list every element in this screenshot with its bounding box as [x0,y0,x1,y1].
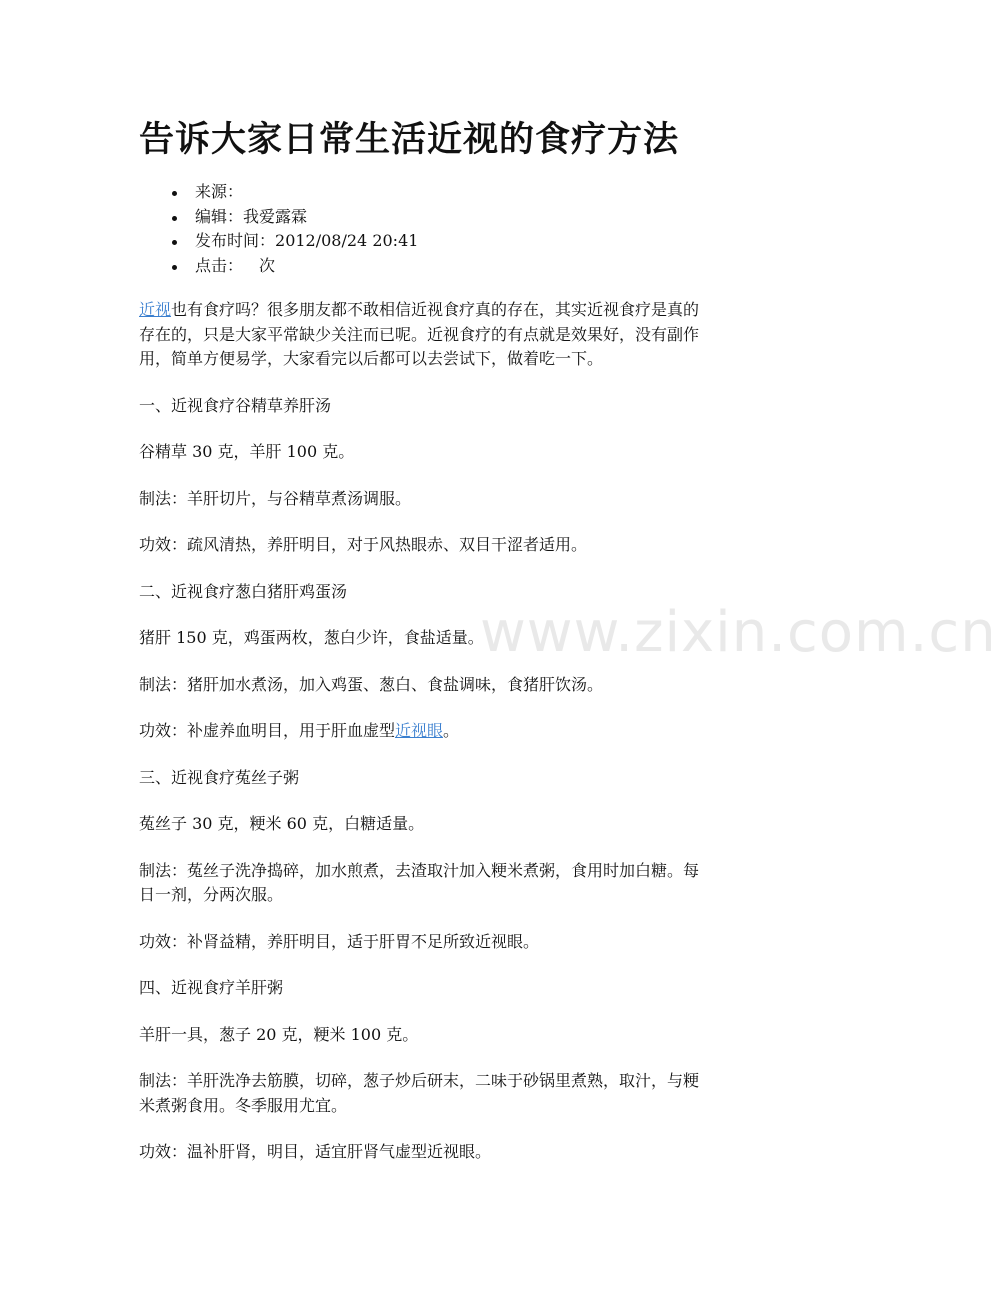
section-4-heading: 四、近视食疗羊肝粥 [139,978,284,997]
section-2-effect [139,719,789,744]
section-3-method-line-2: 日一剂，分两次服。 [139,885,284,904]
section-4-ingredients: 羊肝一具，葱子 20 克，粳米 100 克。 [139,1024,419,1044]
section-1-heading: 一、近视食疗谷精草养肝汤 [139,395,332,415]
section-1-method: 制法：羊肝切片，与谷精草煮汤调服。 [139,488,412,508]
meta-editor [139,205,418,230]
section-4-method-line-1: 制法：羊肝洗净去筋膜，切碎，葱子炒后研末，二味于砂锅里煮熟，取汁，与粳 [139,1071,700,1090]
myopia-link[interactable]: 近视 [139,300,172,319]
meta-editor-label: 编辑： [195,206,244,226]
article-meta-list [139,180,418,278]
article-body [139,298,789,1165]
meta-editor-value: 我爱露霖 [243,206,308,226]
section-2-ingredients: 猪肝 150 克，鸡蛋两枚，葱白少许，食盐适量。 [139,628,484,647]
section-3-method-line-1: 制法：菟丝子洗净捣碎，加水煎煮，去渣取汁加入粳米煮粥，食用时加白糖。每 [139,860,700,880]
meta-clicks [139,254,418,279]
section-2-effect-text: 功效：补虚养血明目，用于肝血虚型 [139,721,396,740]
section-2-heading: 二、近视食疗葱白猪肝鸡蛋汤 [139,581,348,601]
section-1-ingredients: 谷精草 30 克，羊肝 100 克。 [139,442,355,461]
meta-source-label: 来源： [195,182,244,201]
article-title: 告诉大家日常生活近视的食疗方法 [139,120,680,160]
section-4-method-line-2: 米煮粥食用。冬季服用尤宜。 [139,1095,348,1115]
section-3-ingredients: 菟丝子 30 克，粳米 60 克，白糖适量。 [139,814,425,833]
watermark: www.zixin.com.cn [480,600,997,665]
intro-line-1 [139,298,789,323]
meta-source [139,180,418,205]
meta-time-label: 发布时间： [195,231,276,250]
meta-clicks-label: 点击： [195,255,244,275]
meta-publish-time [139,229,418,254]
meta-time-value: 2012/08/24 20:41 [275,231,419,250]
intro-line-3: 用，简单方便易学，大家看完以后都可以去尝试下，做着吃一下。 [139,349,604,368]
section-2-effect-end: 。 [443,721,460,740]
section-2-method: 制法：猪肝加水煮汤，加入鸡蛋、葱白、食盐调味，食猪肝饮汤。 [139,674,604,694]
section-3-heading: 三、近视食疗菟丝子粥 [139,767,300,787]
intro-line-1-text: 也有食疗吗？很多朋友都不敢相信近视食疗真的存在，其实近视食疗是真的 [171,300,700,319]
section-1-effect: 功效：疏风清热，养肝明目，对于风热眼赤、双目干涩者适用。 [139,535,588,554]
section-3-effect: 功效：补肾益精，养肝明目，适于肝胃不足所致近视眼。 [139,931,540,951]
section-4-effect: 功效：温补肝肾，明目，适宜肝肾气虚型近视眼。 [139,1142,492,1161]
myopia-eye-link[interactable]: 近视眼 [395,721,444,740]
meta-clicks-value: 次 [259,255,276,275]
intro-line-2: 存在的，只是大家平常缺少关注而已呢。近视食疗的有点就是效果好，没有副作 [139,324,700,344]
